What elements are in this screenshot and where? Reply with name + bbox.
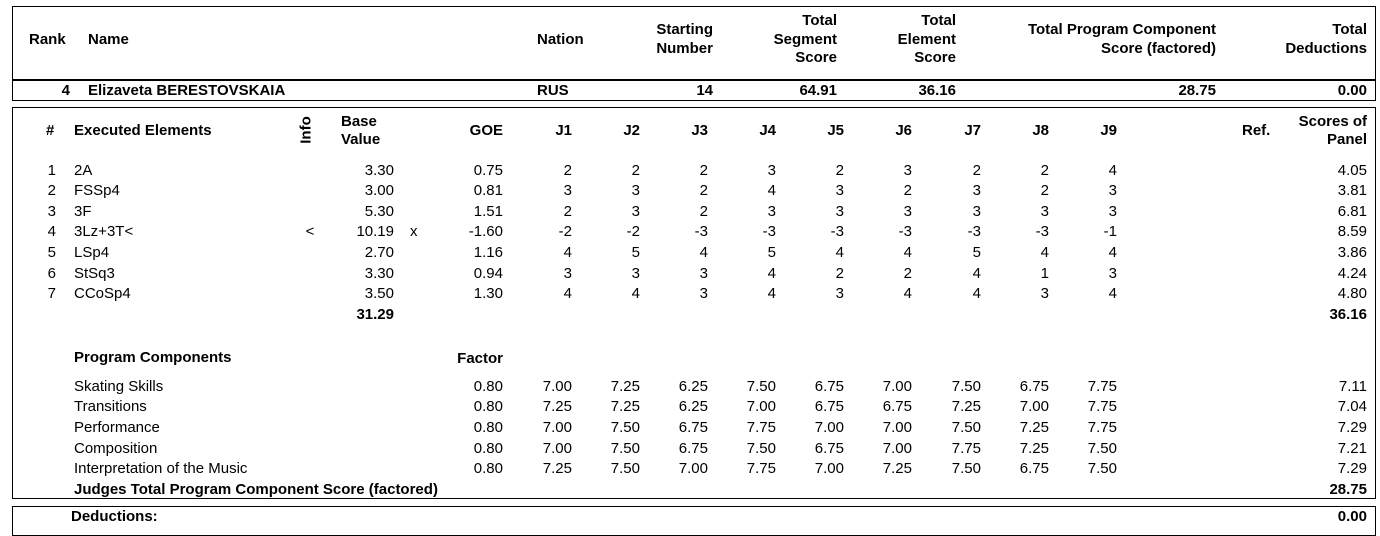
deductions-box: [12, 506, 1376, 536]
component-judge-score: 7.00: [542, 378, 572, 395]
component-judge-score: 7.75: [746, 460, 776, 477]
component-judge-score: 6.25: [678, 378, 708, 395]
element-judge-score: 3: [631, 203, 640, 220]
tss-header-2: Segment: [773, 31, 837, 48]
element-base-value: 3.30: [364, 162, 394, 179]
element-judge-score: 4: [699, 244, 708, 261]
element-judge-score: 4: [767, 285, 776, 302]
element-judge-score: 3: [1040, 203, 1049, 220]
skater-total-element-score: 36.16: [918, 82, 956, 99]
skater-total-pcs: 28.75: [1178, 82, 1216, 99]
component-factor: 0.80: [473, 440, 503, 457]
component-judge-score: 7.00: [814, 460, 844, 477]
element-panel-score: 4.80: [1337, 285, 1367, 302]
component-judge-score: 7.75: [1087, 398, 1117, 415]
component-judge-score: 7.25: [542, 460, 572, 477]
element-judge-score: 4: [1108, 162, 1117, 179]
summary-divider: [12, 79, 1376, 81]
element-judge-score: 4: [972, 265, 981, 282]
base-value-header-1: Base: [341, 113, 377, 130]
element-judge-score: 4: [767, 182, 776, 199]
element-judge-score: 4: [767, 265, 776, 282]
element-judge-score: 3: [1108, 182, 1117, 199]
component-judge-score: 7.00: [542, 419, 572, 436]
component-name: Transitions: [74, 398, 147, 415]
judge-header-3: J3: [691, 122, 708, 139]
element-judge-score: 3: [835, 285, 844, 302]
element-name: 3Lz+3T<: [74, 223, 134, 240]
element-judge-score: 3: [767, 162, 776, 179]
component-judge-score: 7.00: [882, 419, 912, 436]
element-judge-score: 3: [972, 203, 981, 220]
component-judge-score: 6.75: [814, 378, 844, 395]
scores-of-panel-header-1: Scores of: [1298, 113, 1367, 130]
component-judge-score: 7.25: [1019, 440, 1049, 457]
tss-header-3: Score: [795, 49, 837, 66]
component-judge-score: 7.50: [746, 440, 776, 457]
judge-header-6: J6: [895, 122, 912, 139]
skater-total-deductions: 0.00: [1337, 82, 1367, 99]
component-judge-score: 7.00: [1019, 398, 1049, 415]
component-factor: 0.80: [473, 419, 503, 436]
starting-number-header-1: Starting: [656, 21, 713, 38]
component-judge-score: 7.25: [610, 398, 640, 415]
elements-base-total: 31.29: [356, 306, 394, 323]
element-judge-score: 2: [835, 162, 844, 179]
element-judge-score: 3: [972, 182, 981, 199]
element-judge-score: 4: [1040, 244, 1049, 261]
element-judge-score: 3: [699, 285, 708, 302]
element-judge-score: 2: [903, 265, 912, 282]
component-judge-score: 7.75: [1087, 419, 1117, 436]
element-goe: 0.75: [473, 162, 503, 179]
component-panel-score: 7.29: [1337, 419, 1367, 436]
skater-total-segment-score: 64.91: [799, 82, 837, 99]
element-base-value: 10.19: [356, 223, 394, 240]
element-judge-score: 3: [903, 203, 912, 220]
element-judge-score: -3: [898, 223, 912, 240]
element-judge-score: 3: [563, 182, 572, 199]
component-judge-score: 7.50: [951, 378, 981, 395]
element-judge-score: 3: [1108, 203, 1117, 220]
element-judge-score: 3: [767, 203, 776, 220]
component-judge-score: 7.50: [1087, 440, 1117, 457]
element-judge-score: 4: [903, 244, 912, 261]
element-number: 2: [47, 182, 56, 199]
element-judge-score: 3: [835, 182, 844, 199]
base-value-header-2: Value: [341, 131, 381, 148]
component-judge-score: 6.75: [814, 398, 844, 415]
element-panel-score: 6.81: [1337, 203, 1367, 220]
deductions-header-2: Deductions: [1285, 40, 1367, 57]
judge-header-4: J4: [759, 122, 776, 139]
element-name: CCoSp4: [74, 285, 131, 302]
element-panel-score: 4.24: [1337, 265, 1367, 282]
element-judge-score: 2: [699, 162, 708, 179]
element-judge-score: 2: [972, 162, 981, 179]
component-judge-score: 7.75: [746, 419, 776, 436]
tes-header-2: Element: [897, 31, 956, 48]
component-judge-score: 6.75: [814, 440, 844, 457]
element-base-value: 3.30: [364, 265, 394, 282]
component-judge-score: 7.00: [678, 460, 708, 477]
element-number: 7: [47, 285, 56, 302]
judge-header-5: J5: [827, 122, 844, 139]
element-judge-score: 3: [835, 203, 844, 220]
component-judge-score: 7.25: [542, 398, 572, 415]
component-name: Composition: [74, 440, 158, 457]
element-judge-score: -2: [558, 223, 572, 240]
component-judge-score: 7.50: [610, 440, 640, 457]
element-judge-score: -2: [626, 223, 640, 240]
element-judge-score: 4: [903, 285, 912, 302]
element-judge-score: 3: [1040, 285, 1049, 302]
element-number: 5: [47, 244, 56, 261]
element-judge-score: 5: [972, 244, 981, 261]
component-judge-score: 7.00: [746, 398, 776, 415]
element-info: <: [305, 223, 315, 240]
component-judge-score: 6.75: [1019, 378, 1049, 395]
starting-number-header-2: Number: [656, 40, 713, 57]
element-judge-score: -3: [830, 223, 844, 240]
element-judge-score: -1: [1103, 223, 1117, 240]
component-judge-score: 7.25: [1019, 419, 1049, 436]
element-judge-score: 4: [563, 244, 572, 261]
executed-elements-header: Executed Elements: [74, 122, 212, 139]
component-judge-score: 6.25: [678, 398, 708, 415]
component-judge-score: 7.00: [814, 419, 844, 436]
skater-nation: RUS: [537, 82, 569, 99]
element-goe: 0.94: [473, 265, 503, 282]
element-judge-score: 2: [563, 162, 572, 179]
component-judge-score: 7.50: [1087, 460, 1117, 477]
element-judge-score: 4: [1108, 285, 1117, 302]
element-judge-score: 4: [835, 244, 844, 261]
pcs-total-label: Judges Total Program Component Score (factored): [74, 481, 438, 498]
element-judge-score: 5: [767, 244, 776, 261]
element-goe: 1.30: [473, 285, 503, 302]
component-judge-score: 7.50: [951, 419, 981, 436]
name-header: Name: [88, 31, 129, 48]
element-goe: 1.16: [473, 244, 503, 261]
component-panel-score: 7.11: [1338, 378, 1367, 395]
element-judge-score: 2: [631, 162, 640, 179]
component-factor: 0.80: [473, 398, 503, 415]
element-judge-score: 2: [699, 182, 708, 199]
element-number: 3: [47, 203, 56, 220]
element-base-value: 5.30: [364, 203, 394, 220]
element-number-header: #: [46, 122, 55, 139]
component-judge-score: 7.25: [610, 378, 640, 395]
component-factor: 0.80: [473, 460, 503, 477]
rank-header: Rank: [29, 31, 66, 48]
element-judge-score: 4: [563, 285, 572, 302]
element-judge-score: 3: [699, 265, 708, 282]
element-name: 3F: [74, 203, 92, 220]
component-judge-score: 7.75: [951, 440, 981, 457]
scores-of-panel-header-2: Panel: [1326, 131, 1367, 148]
tss-header-1: Total: [802, 12, 837, 29]
element-panel-score: 3.81: [1337, 182, 1367, 199]
element-judge-score: -3: [1035, 223, 1049, 240]
element-number: 4: [47, 223, 56, 240]
info-header: Info: [297, 116, 315, 144]
element-goe: 0.81: [473, 182, 503, 199]
component-judge-score: 6.75: [1019, 460, 1049, 477]
element-judge-score: 1: [1040, 265, 1049, 282]
component-judge-score: 7.00: [882, 378, 912, 395]
deductions-value: 0.00: [1337, 508, 1367, 525]
element-base-value: 2.70: [364, 244, 394, 261]
tes-header-3: Score: [914, 49, 956, 66]
element-number: 6: [47, 265, 56, 282]
element-judge-score: -3: [694, 223, 708, 240]
nation-header: Nation: [537, 31, 584, 48]
component-panel-score: 7.21: [1337, 440, 1367, 457]
deductions-label: Deductions:: [71, 508, 158, 525]
element-judge-score: 2: [563, 203, 572, 220]
element-judge-score: 4: [631, 285, 640, 302]
element-judge-score: 2: [835, 265, 844, 282]
element-number: 1: [47, 162, 56, 179]
element-judge-score: 2: [1040, 162, 1049, 179]
component-judge-score: 7.50: [951, 460, 981, 477]
element-judge-score: 3: [903, 162, 912, 179]
skater-rank: 4: [61, 82, 70, 99]
element-judge-score: 4: [1108, 244, 1117, 261]
component-name: Interpretation of the Music: [74, 460, 248, 477]
component-name: Skating Skills: [74, 378, 164, 395]
element-name: StSq3: [74, 265, 115, 282]
element-base-value: 3.00: [364, 182, 394, 199]
program-components-header: Program Components: [74, 349, 232, 366]
component-factor: 0.80: [473, 378, 503, 395]
component-judge-score: 7.75: [1087, 378, 1117, 395]
element-judge-score: 3: [631, 182, 640, 199]
element-judge-score: 5: [631, 244, 640, 261]
deductions-header-1: Total: [1332, 21, 1367, 38]
element-panel-score: 3.86: [1337, 244, 1367, 261]
element-judge-score: 4: [972, 285, 981, 302]
element-judge-score: 3: [631, 265, 640, 282]
element-name: 2A: [74, 162, 93, 179]
component-name: Performance: [74, 419, 160, 436]
pcs-header-2: Score (factored): [1100, 40, 1216, 57]
component-panel-score: 7.29: [1337, 460, 1367, 477]
component-judge-score: 7.50: [610, 460, 640, 477]
judge-header-7: J7: [964, 122, 981, 139]
element-panel-score: 4.05: [1337, 162, 1367, 179]
element-goe: -1.60: [468, 223, 503, 240]
elements-score-total: 36.16: [1329, 306, 1367, 323]
element-judge-score: 2: [1040, 182, 1049, 199]
element-panel-score: 8.59: [1337, 223, 1367, 240]
element-name: LSp4: [74, 244, 110, 261]
pcs-header-1: Total Program Component: [1027, 21, 1216, 38]
component-judge-score: 6.75: [882, 398, 912, 415]
component-judge-score: 6.75: [678, 419, 708, 436]
component-judge-score: 6.75: [678, 440, 708, 457]
element-judge-score: -3: [762, 223, 776, 240]
factor-header: Factor: [457, 350, 503, 367]
tes-header-1: Total: [921, 12, 956, 29]
judge-header-9: J9: [1100, 122, 1117, 139]
element-judge-score: 3: [1108, 265, 1117, 282]
goe-header: GOE: [469, 122, 503, 139]
element-bonus-mark: x: [410, 223, 418, 240]
component-judge-score: 7.50: [746, 378, 776, 395]
element-judge-score: 2: [903, 182, 912, 199]
element-base-value: 3.50: [364, 285, 394, 302]
element-goe: 1.51: [473, 203, 503, 220]
component-judge-score: 7.50: [610, 419, 640, 436]
judge-header-8: J8: [1032, 122, 1049, 139]
ref-header: Ref.: [1242, 122, 1271, 139]
element-judge-score: 3: [563, 265, 572, 282]
element-name: FSSp4: [74, 182, 120, 199]
element-judge-score: 2: [699, 203, 708, 220]
component-judge-score: 7.25: [951, 398, 981, 415]
component-judge-score: 7.00: [542, 440, 572, 457]
judge-header-2: J2: [623, 122, 640, 139]
component-panel-score: 7.04: [1337, 398, 1367, 415]
component-judge-score: 7.00: [882, 440, 912, 457]
judge-header-1: J1: [555, 122, 572, 139]
skater-name: Elizaveta BERESTOVSKAIA: [88, 82, 286, 99]
element-judge-score: -3: [967, 223, 981, 240]
component-judge-score: 7.25: [882, 460, 912, 477]
pcs-total-value: 28.75: [1329, 481, 1367, 498]
skater-starting-number: 14: [696, 82, 713, 99]
